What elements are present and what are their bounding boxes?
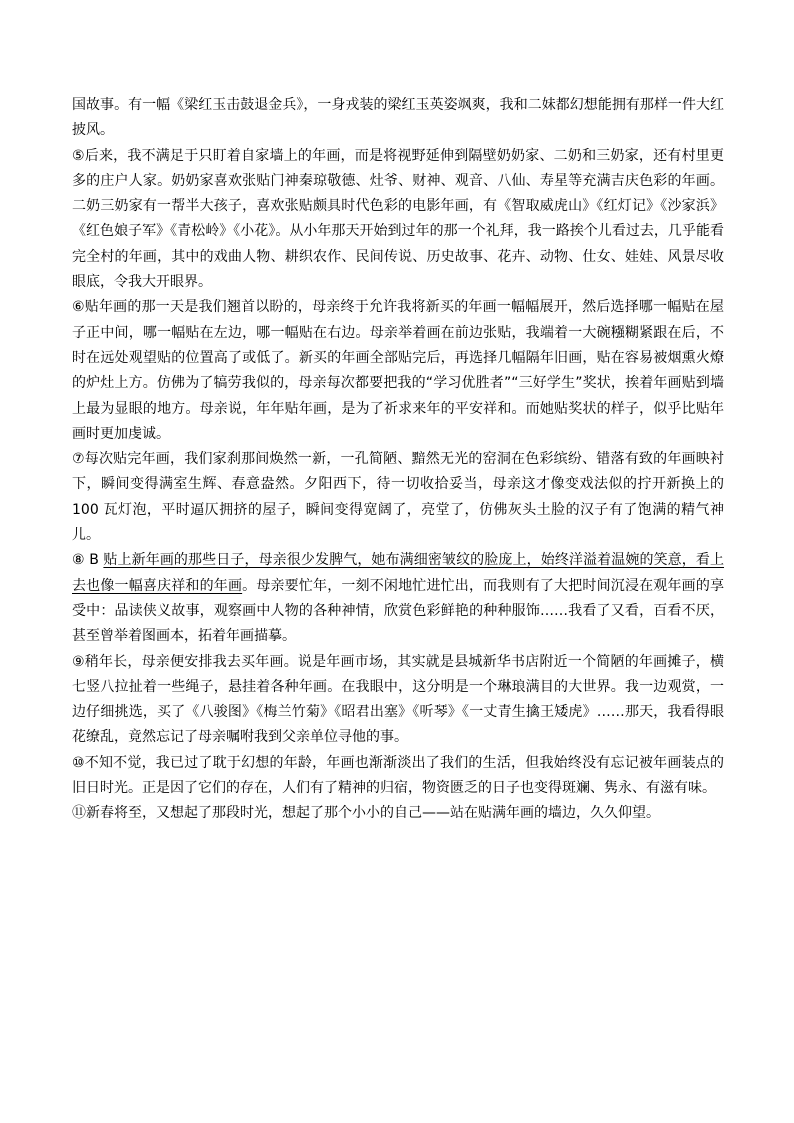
- paragraph-9: [72, 650, 724, 751]
- paragraph-6: [72, 295, 724, 447]
- paragraph-7: [72, 447, 724, 548]
- paragraph-10: [72, 751, 724, 802]
- paragraph-11: [72, 801, 724, 826]
- text-segment: ⑩不知不觉，我已过了耽于幻想的年龄，年画也渐渐淡出了我们的生活，但我始终没有忘记被年画装点的旧日时光。正是因了它们的存在，人们有了精神的归宿，物资匮乏的日子也变得斑斓、隽永、有滋有味。: [72, 754, 724, 797]
- paragraph-4-continued: [72, 93, 724, 144]
- text-segment: 。母亲要忙年，一刻不闲地忙进忙出，而我则有了大把时间沉浸在观年画的享受中：品读侠义故事，观察画中人物的各种神情，欣赏色彩鲜艳的种种服饰……我看了又看，百看不厌，甚至曾举着图画本，拓着年画描摹。: [72, 577, 725, 645]
- text-segment: ⑧ B: [72, 552, 104, 569]
- text-segment: ⑦每次贴完年画，我们家刹那间焕然一新，一孔简陋、黯然无光的窑洞在色彩缤纷、错落有致的年画映衬下，瞬间变得满室生辉、春意盎然。夕阳西下，待一切收拾妥当，母亲这才像变戏法似的拧开新换上的100 瓦灯泡，平时逼仄拥挤的屋子，瞬间变得宽阔了，亮堂了，仿佛灰头土脸的汉子有了饱满的精气神儿。: [72, 451, 724, 544]
- paragraph-8: [72, 548, 724, 649]
- paragraph-5: [72, 144, 724, 296]
- document-body: [72, 93, 724, 827]
- text-segment: ⑤后来，我不满足于只盯着自家墙上的年画，而是将视野延伸到隔壁奶奶家、二奶和三奶家，还有村里更多的庄户人家。奶奶家喜欢张贴门神秦琼敬德、灶爷、财神、观音、八仙、寿星等充满吉庆色彩的年画。二奶三奶家有一帮半大孩子，喜欢张贴颇具时代色彩的电影年画，有《智取威虎山》《红灯记》《沙家浜》《红色娘子军》《青松岭》《小花》。从小年那天开始到过年的那一个礼拜，我一路挨个儿看过去，几乎能看完全村的年画，其中的戏曲人物、耕织农作、民间传说、历史故事、花卉、动物、仕女、娃娃、风景尽收眼底，令我大开眼界。: [72, 147, 724, 291]
- underlined-sentence: 贴上新年画的那些日子，母亲很少发脾气，她布满细密皱纹的脸庞上，始终洋溢着温婉的笑意，看上去也像一幅喜庆祥和的年画: [72, 552, 725, 594]
- text-segment: ⑥贴年画的那一天是我们翘首以盼的，母亲终于允许我将新买的年画一幅幅展开，然后选择哪一幅贴在屋子正中间，哪一幅贴在左边，哪一幅贴在右边。母亲举着画在前边张贴，我端着一大碗糨糊紧跟在后，不时在远处观望贴的位置高了或低了。新买的年画全部贴完后，再选择几幅隔年旧画，贴在容易被烟熏火燎的炉灶上方。仿佛为了犒劳我似的，母亲每次都要把我的“学习优胜者”“三好学生”奖状，挨着年画贴到墙上最为显眼的地方。母亲说，年年贴年画，是为了祈求来年的平安祥和。而她贴奖状的样子，似乎比贴年画时更加虔诚。: [72, 299, 724, 442]
- text-segment: ⑪新春将至，又想起了那段时光，想起了那个小小的自己——站在贴满年画的墙边，久久仰望。: [72, 805, 660, 822]
- text-segment: 国故事。有一幅《梁红玉击鼓退金兵》，一身戎装的梁红玉英姿飒爽，我和二妹都幻想能拥有那样一件大红披风。: [72, 97, 724, 139]
- text-segment: ⑨稍年长，母亲便安排我去买年画。说是年画市场，其实就是县城新华书店附近一个简陋的年画摊子，横七竖八拉扯着一些绳子，悬挂着各种年画。在我眼中，这分明是一个琳琅满目的大世界。我一边观赏，一边仔细挑选，买了《八骏图》《梅兰竹菊》《昭君出塞》《听琴》《一丈青生擒王矮虎》……那天，我看得眼花缭乱，竟然忘记了母亲嘱咐我到父亲单位寻他的事。: [72, 653, 724, 746]
